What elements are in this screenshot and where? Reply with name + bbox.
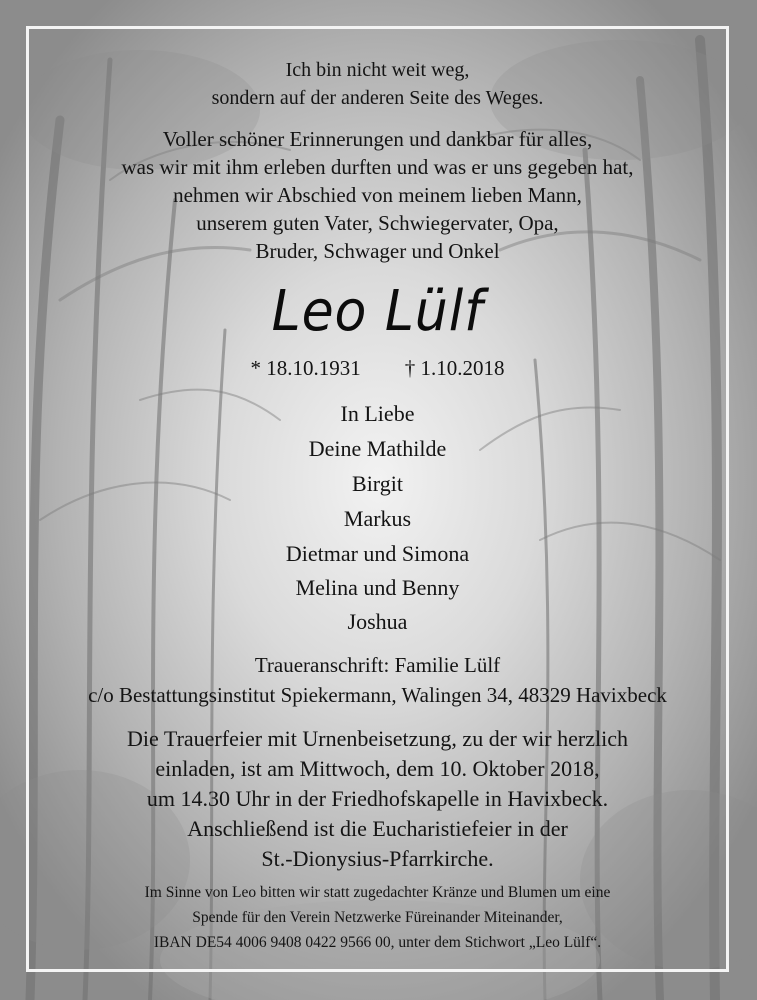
donation-line-3: IBAN DE54 4006 9408 0422 9566 00, unter dem Stichwort „Leo Lülf“. [153,934,602,951]
thanks-line-1: Voller schöner Erinnerungen und dankbar für alles, [162,127,593,151]
death-date: † 1.10.2018 [404,356,505,380]
donation-line-2: Spende für den Verein Netzwerke Füreinander Miteinander, [192,909,563,926]
thanks-line-5: Bruder, Schwager und Onkel [255,239,500,263]
family-line-6: Melina und Benny [295,575,460,600]
donation-line-1: Im Sinne von Leo bitten wir statt zugedachter Kränze und Blumen um eine [144,884,611,901]
thanks-line-2: was wir mit ihm erleben durften und was er uns gegeben hat, [121,155,634,179]
family-line-1: In Liebe [340,401,415,426]
ceremony-line-2: einladen, ist am Mittwoch, dem 10. Oktober 2018, [155,756,600,781]
family-line-5: Dietmar und Simona [285,541,470,566]
family-line-3: Birgit [352,471,403,496]
thanks-line-4: unserem guten Vater, Schwiegervater, Opa, [196,211,559,235]
family-line-2: Deine Mathilde [308,436,447,461]
address-line-2: c/o Bestattungsinstitut Spiekermann, Walingen 34, 48329 Havixbeck [88,683,667,707]
life-dates [29,356,726,381]
obituary-notice [29,29,726,969]
ceremony-line-1: Die Trauerfeier mit Urnenbeisetzung, zu der wir herzlich [127,726,628,751]
intro-line-2: sondern auf der anderen Seite des Weges. [211,87,544,109]
address-line-1: Traueranschrift: Familie Lülf [254,653,501,677]
family-line-7: Joshua [347,609,408,634]
intro-line-1: Ich bin nicht weit weg, [285,59,470,81]
ceremony-line-3: um 14.30 Uhr in der Friedhofskapelle in Havixbeck. [146,786,609,811]
birth-date: * 18.10.1931 [250,356,361,380]
deceased-name: Leo Lülf [271,279,484,344]
thanks-line-3: nehmen wir Abschied von meinem lieben Mann, [173,183,582,207]
ceremony-line-4: Anschließend ist die Eucharistiefeier in der [187,816,568,841]
ceremony-line-5: St.-Dionysius-Pfarrkirche. [261,846,494,871]
family-line-4: Markus [343,506,412,531]
